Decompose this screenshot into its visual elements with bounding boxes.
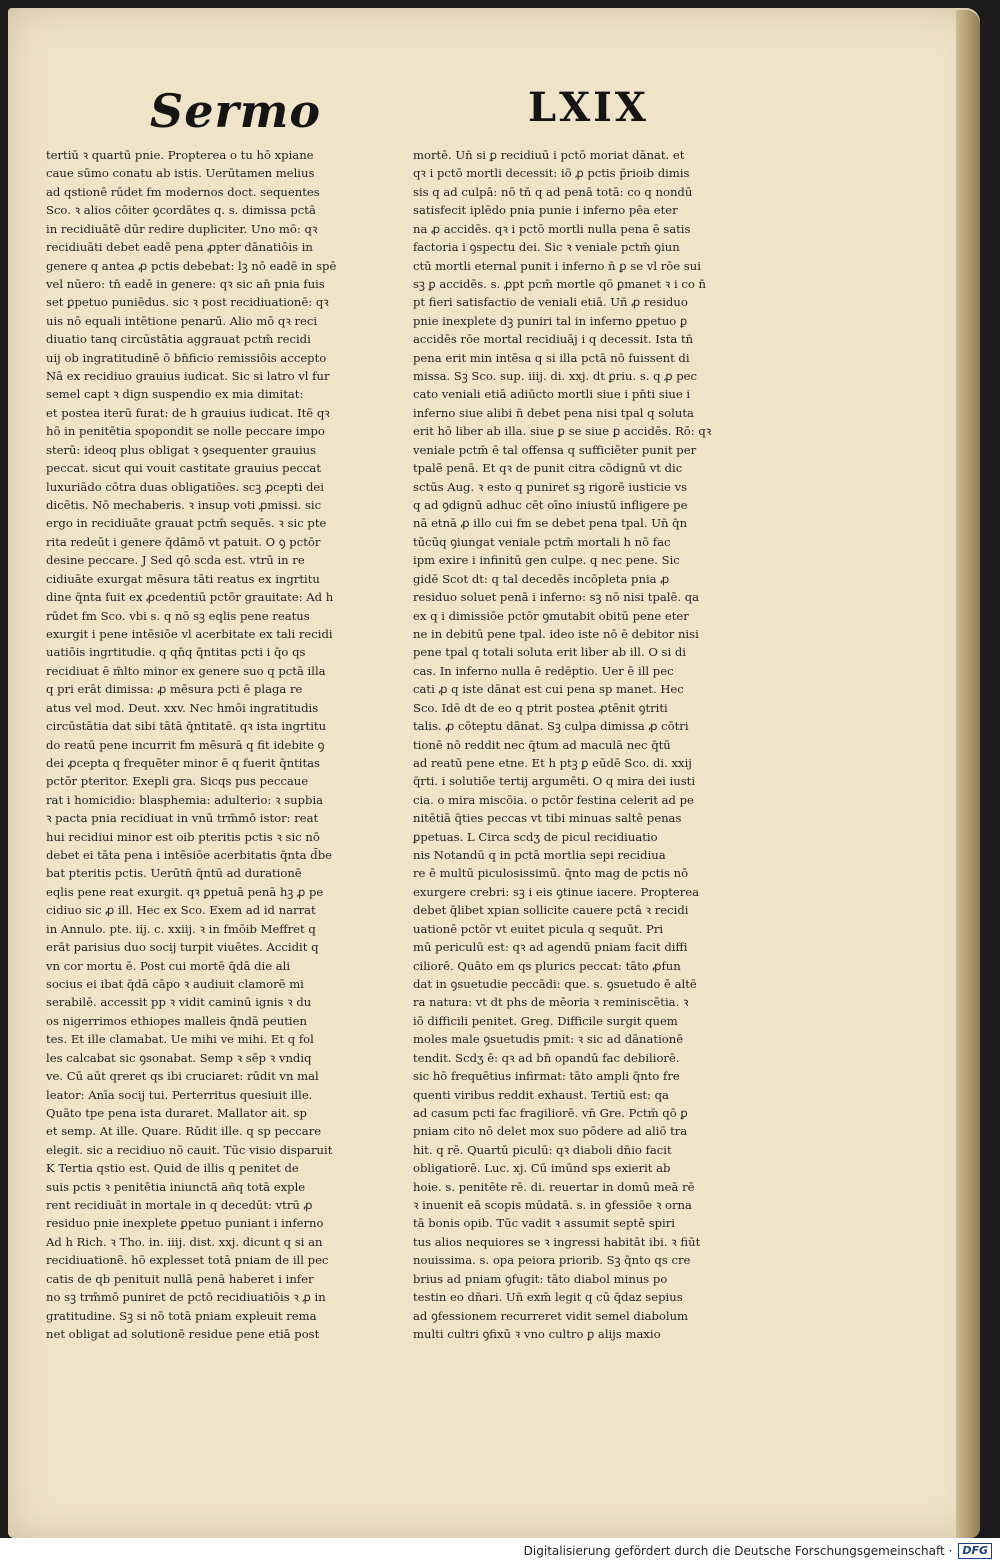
text-line: hoie. s. penitēte rē. di. reuertar in domū meā rē: [413, 1179, 695, 1194]
text-line: talis. ꝓ cōteptu dānat. Sꝫ culpa dimissa ꝓ cōtri: [413, 719, 689, 734]
text-line: residuo soluet penā i inferno: sꝫ nō nisi tpalē. qa: [413, 590, 700, 605]
text-line: les calcabat sic ꝯsonabat. Semp ꝛ sēp ꝛ vndiq: [46, 1050, 312, 1065]
text-line: atus vel mod. Deut. xxv. Nec hmōi ingratitudis: [46, 700, 319, 715]
text-line: brius ad pniam ꝯfugit: tāto diabol minus po: [413, 1271, 668, 1286]
text-line: uationē pctōr vt euitet picula q sequūt. Pri: [413, 921, 664, 936]
text-line: pena erit min intēsa q si illa pctā nō fuissent di: [413, 350, 690, 365]
text-line: bat pteritis pctis. Uerūtn̄ q̄ntū ad durationē: [46, 866, 302, 881]
folio-number: LXIX: [528, 84, 649, 131]
text-line: socius ei ibat q̄dā cāpo ꝛ audiuit clamorē mi: [46, 976, 304, 991]
text-line: debet ei tāta pena i intēsiōe acerbitatis q̄nta d̄be: [46, 848, 332, 863]
text-line: Nā ex recidiuo grauius iudicat. Sic si latro vl fur: [46, 369, 330, 384]
text-line: factoria i ꝯspectu dei. Sic ꝛ veniale pctm̄ ꝯiun: [413, 240, 680, 255]
text-column-right: [413, 146, 759, 1343]
text-line: nis Notandū q in pctā mortlia sepi recidiua: [413, 848, 666, 863]
text-line: pniam cito nō delet mox suo pōdere ad aliō tra: [413, 1124, 688, 1139]
text-line: re ē multū piculosissimū. q̄nto mag de pctis nō: [413, 866, 689, 881]
footer-bar: [0, 1538, 1000, 1563]
text-line: dine q̄nta fuit ex ꝓcedentiū pctōr grauitate: Ad h: [46, 590, 334, 605]
text-line: uij ob ingratitudinē ō bn̄ficio remissiōis accepto: [46, 350, 327, 365]
text-line: in recidiuātē dūr redire dupliciter. Uno mō: qꝛ: [46, 221, 318, 236]
text-line: ad casum pcti fac fragiliorē. vn̄ Gre. Pctm̄ qō ꝑ: [413, 1105, 688, 1120]
text-line: ad ꝯfessionem recurreret vidit semel diabolum: [413, 1308, 689, 1323]
text-line: ꝛ inuenit eā scopis mūdatā. s. in ꝯfessiōe ꝛ orna: [413, 1198, 692, 1213]
text-line: ad qstionē rūdet fm modernos doct. sequentes: [46, 184, 320, 199]
dfg-logo: DFG: [958, 1543, 992, 1559]
text-line: erāt parisius duo socij turpit viuētes. Accidit q: [46, 940, 319, 955]
text-line: vel nūero: tn̄ eadē in genere: qꝛ sic an̄ pnia fuis: [46, 276, 325, 291]
page-edge: [956, 10, 980, 1538]
running-head: Sermo: [150, 84, 322, 138]
text-line: multi cultri ꝯfixū ꝛ vno cultro ꝑ alijs maxio: [413, 1327, 661, 1341]
text-line: recidiuationē. hō explesset totā pniam de ill pec: [46, 1253, 329, 1268]
text-line: peccat. sicut qui vouit castitate grauius peccat: [46, 461, 321, 476]
text-line: os nigerrimos ethiopes malleis q̄ndā peutien: [46, 1013, 307, 1028]
text-line: sꝫ ꝑ accidēs. s. ꝓpt pcm̄ mortle qō ꝑmanet ꝛ i co n̄: [413, 276, 706, 291]
text-line: qꝛ i pctō mortli decessit: iō ꝓ pctis p̄rioib dimis: [413, 166, 690, 181]
text-line: q̄rti. i solutiōe tertij argumēti. O q mira dei iusti: [413, 774, 696, 789]
text-line: ꝑpetuas. L Circa scdʒ de picul recidiuatio: [413, 829, 658, 844]
text-line: eqlis pene reat exurgit. qꝛ ꝑpetuā penā hꝫ ꝓ pe: [46, 884, 324, 899]
text-line: do reatū pene incurrit fm mēsurā q fit idebite ꝯ: [46, 737, 325, 752]
text-line: dei ꝓcepta q frequēter minor ē q fuerit q̄ntitas: [46, 755, 321, 770]
text-line: iō difficili penitet. Greg. Difficile surgit quem: [413, 1013, 678, 1028]
text-column-left: [46, 146, 392, 1343]
footer-credit: Digitalisierung gefördert durch die Deutsche Forschungsgemeinschaft ·: [523, 1543, 953, 1558]
text-line: q ad ꝯdignū adhuc cēt oīno iniustū infligere pe: [413, 498, 688, 513]
text-line: rent recidiuāt in mortale in q decedūt: vtrū ꝓ: [46, 1198, 313, 1213]
text-line: pnie inexplete dꝫ puniri tal in inferno ꝑpetuo ꝑ: [413, 313, 688, 328]
text-line: tus alios nequiores se ꝛ ingressi habitāt ibi. ꝛ fiūt: [413, 1234, 701, 1249]
text-line: dat in ꝯsuetudie peccādi: que. s. ꝯsuetudo ē altē: [413, 976, 697, 991]
text-line: ra natura: vt dt phs de mēoria ꝛ reminiscētia. ꝛ: [413, 995, 689, 1010]
text-line: recidiuāti debet eadē pena ꝓpter dānatiōis in: [46, 240, 313, 255]
text-line: caue sūmo conatu ab istis. Uerūtamen melius: [46, 166, 315, 181]
text-line: nā etnā ꝓ illo cui fm se debet pena tpal. Un̄ q̄n: [413, 516, 688, 531]
text-line: na ꝓ accidēs. qꝛ i pctō mortli nulla pena ē satis: [413, 221, 691, 236]
text-line: ctū mortli eternal punit i inferno n̄ ꝑ se vl rōe sui: [413, 258, 701, 273]
text-line: circūstātia dat sibi tātā q̄ntitatē. qꝛ ista ingrtitu: [46, 719, 327, 734]
text-line: sis q ad culpā: nō tn̄ q ad penā totā: co q nondū: [413, 184, 693, 199]
text-line: quenti viribus reddit exhaust. Tertiū est: qa: [413, 1087, 669, 1102]
text-line: q pri erāt dimissa: ꝓ mēsura pcti ē plaga re: [46, 682, 303, 697]
text-line: gidē Scot dt: q tal decedēs incōpleta pnia ꝓ: [413, 571, 670, 586]
text-line: diuatio tanq circūstātia aggrauat pctm̄ recidi: [46, 332, 311, 347]
text-line: tā bonis opib. Tūc vadit ꝛ assumit septē spiri: [413, 1216, 675, 1231]
text-line: inferno siue alibi n̄ debet pena nisi tpal q soluta: [413, 405, 694, 420]
text-line: mū periculū est: qꝛ ad agendū pniam facit diffi: [413, 940, 688, 955]
text-line: dicētis. Nō mechaberis. ꝛ insup voti ꝓmissi. sic: [46, 498, 322, 513]
text-line: uatiōis ingrtitudie. q qn̄q q̄ntitas pcti i q̄o qs: [46, 645, 306, 660]
text-line: et semp. At ille. Quare. Rūdit ille. q sp peccare: [46, 1124, 322, 1139]
text-line: suis pctis ꝛ penitētia iniunctā añq totā exple: [46, 1179, 306, 1194]
text-line: et postea iterū furat: de h grauius iudicat. Itē qꝛ: [46, 405, 330, 420]
text-line: missa. Sꝫ Sco. sup. iiij. di. xxj. dt ꝑriu. s. q ꝓ pec: [413, 369, 698, 384]
text-line: gratitudine. Sꝫ si nō totā pniam expleuit rema: [46, 1308, 317, 1323]
text-line: tūcūq ꝯiungat veniale pctm̄ mortali h nō fac: [413, 534, 671, 549]
text-line: satisfecit iplēdo pnia punie i inferno pēa eter: [413, 203, 678, 218]
text-line: nitētiā q̄ties peccas vt tibi minuas saltē penas: [413, 811, 682, 826]
text-line: testin eo dn̄ari. Un̄ exm̄ legit q cū q̄daz sepius: [413, 1290, 683, 1305]
text-line: cia. o mira miscōia. o pctōr festina celerit ad pe: [413, 792, 694, 807]
text-line: in Annulo. pte. iij. c. xxiij. ꝛ in fmōib Meffret q: [46, 921, 316, 936]
text-line: rūdet fm Sco. vbi s. q nō sꝫ eqlis pene reatus: [46, 608, 310, 623]
text-line: pene tpal q totali soluta erit liber ab ill. O si di: [413, 645, 687, 660]
text-line: Ad h Rich. ꝛ Tho. in. iiij. dist. xxj. dicunt q si an: [46, 1234, 323, 1249]
text-line: tertiū ꝛ quartū pnie. Propterea o tu hō xpiane: [46, 148, 314, 162]
text-line: hō in penitētia spopondit se nolle peccare impo: [46, 424, 325, 439]
text-line: tendit. Scdʒ ē: qꝛ ad bn̄ opandū fac debiliorē.: [413, 1050, 680, 1065]
text-line: ergo in recidiuāte grauat pctm̄ sequēs. ꝛ sic pte: [46, 516, 327, 531]
text-line: sic hō frequētius infirmat: tāto ampli q̄nto fre: [413, 1069, 680, 1084]
text-line: Sco. Idē dt de eo q ptrit postea ꝓtēnit ꝯtriti: [413, 700, 668, 715]
text-line: rat i homicidio: blasphemia: adulterio: ꝛ supbia: [46, 792, 324, 807]
text-line: vn cor mortu ē. Post cui mortē q̄dā die ali: [46, 958, 291, 973]
text-line: erit hō liber ab illa. siue ꝑ se siue ꝑ accidēs. Rō: qꝛ: [413, 424, 712, 439]
text-line: ve. Cū aūt qreret qs ibi cruciaret: rūdit vn mal: [46, 1069, 319, 1084]
text-line: exurgere crebri: sꝫ i eis ꝯtinue iacere. Propterea: [413, 884, 700, 899]
text-line: no sꝫ trm̄mō puniret de pctō recidiuatiōis ꝛ ꝓ in: [46, 1290, 326, 1305]
text-line: luxuriādo cōtra duas obligatiōes. scꝫ ꝓcepti dei: [46, 479, 324, 494]
text-line: cas. In inferno nulla ē redēptio. Uer ē ill pec: [413, 663, 674, 678]
text-line: desine peccare. J Sed qō scda est. vtrū in re: [46, 553, 305, 568]
text-line: genere q antea ꝓ pctis debebat: lꝫ nō eadē in spē: [46, 258, 337, 273]
text-line: tpalē penā. Et qꝛ de punit citra cōdignū vt dic: [413, 461, 683, 476]
text-line: mortē. Un̄ si ꝑ recidiuū i pctō moriat dānat. et: [413, 148, 685, 162]
text-line: ipm exire i infinitū gen culpe. q nec pene. Sic: [413, 553, 680, 568]
text-line: catis de qb penituit nullā penā haberet i infer: [46, 1271, 314, 1286]
text-line: ex q i dimissiōe pctōr ꝯmutabit obitū pene eter: [413, 608, 689, 623]
text-line: serabilē. accessit pp ꝛ vidit caminū ignis ꝛ du: [46, 995, 312, 1010]
text-line: Quāto tpe pena ista duraret. Mallator ait. sp: [46, 1105, 307, 1120]
text-line: cati ꝓ q iste dānat est cui pena sp manet. Hec: [413, 682, 684, 697]
text-line: tionē nō reddit nec q̄tum ad maculā nec q̄tū: [413, 737, 671, 752]
text-line: elegit. sic a recidiuo nō cauit. Tūc visio disparuit: [46, 1142, 333, 1157]
text-line: cidiuo sic ꝓ ill. Hec ex Sco. Exem ad id narrat: [46, 903, 316, 918]
text-line: ꝛ pacta pnia recidiuat in vnū trm̄mō istor: reat: [46, 811, 319, 826]
text-line: residuo pnie inexplete ꝑpetuo puniant i inferno: [46, 1216, 324, 1231]
text-line: uis nō equali intētione penarū. Alio mō qꝛ reci: [46, 313, 318, 328]
text-line: obligatiorē. Luc. xj. Cū imūnd sps exierit ab: [413, 1161, 671, 1176]
text-line: pt fieri satisfactio de veniali etiā. Un̄ ꝓ residuo: [413, 295, 688, 310]
text-line: hui recidiui minor est oib pteritis pctis ꝛ sic nō: [46, 829, 320, 844]
text-line: set ꝑpetuo puniēdus. sic ꝛ post recidiuationē: qꝛ: [46, 295, 329, 310]
text-line: sterū: ideoq plus obligat ꝛ ꝯsequenter grauius: [46, 442, 317, 457]
text-line: sctūs Aug. ꝛ esto q puniret sꝫ rigorē iusticie vs: [413, 479, 688, 494]
text-line: debet q̄libet xpian sollicite cauere pctā ꝛ recidi: [413, 903, 689, 918]
text-line: pctōr pteritor. Exepli gra. Sicqs pus peccaue: [46, 774, 309, 789]
text-line: cato veniali etiā adiūcto mortli siue i pn̄ti siue i: [413, 387, 691, 402]
text-line: veniale pctm̄ ē tal offensa q sufficiēter punit per: [413, 442, 697, 457]
text-line: nouissima. s. opa peiora priorib. Sꝫ q̄nto qs cre: [413, 1253, 691, 1268]
text-line: ciliorē. Quāto em qs plurics peccat: tāto ꝓfun: [413, 958, 681, 973]
text-line: recidiuat ē m̄lto minor ex genere suo q pctā illa: [46, 663, 326, 678]
text-line: exurgit i pene intēsiōe vl acerbitate ex tali recidi: [46, 626, 333, 641]
text-line: leator: Anīa socij tui. Perterritus quesiuit ille.: [46, 1087, 313, 1102]
text-line: net obligat ad solutionē residue pene etiā post: [46, 1327, 320, 1341]
text-line: Sco. ꝛ alios cōiter ꝯcordātes q. s. dimissa pctā: [46, 203, 316, 218]
text-line: rita redeūt i genere q̄dāmō vt patuit. O ꝯ pctōr: [46, 534, 321, 549]
text-line: ad reatū pene etne. Et h ptꝫ ꝑ eūdē Sco. di. xxij: [413, 755, 692, 770]
text-line: accidēs rōe mortal recidiuāj i q decessit. Ista tn̄: [413, 332, 694, 347]
text-line: hit. q rē. Quartū piculū: qꝛ diaboli dn̄io facit: [413, 1142, 672, 1157]
text-line: semel capt ꝛ dign suspendio ex mia dimitat:: [46, 387, 304, 402]
text-line: cidiuāte exurgat mēsura tāti reatus ex ingrtitu: [46, 571, 320, 586]
text-line: moles male ꝯsuetudis pmit: ꝛ sic ad dānationē: [413, 1032, 684, 1047]
text-line: tes. Et ille clamabat. Ue mihi ve mihi. Et q fol: [46, 1032, 314, 1047]
text-line: K Tertia qstio est. Quid de illis q penitet de: [46, 1161, 299, 1176]
text-line: ne in debitū pene tpal. ideo iste nō ē debitor nisi: [413, 626, 699, 641]
